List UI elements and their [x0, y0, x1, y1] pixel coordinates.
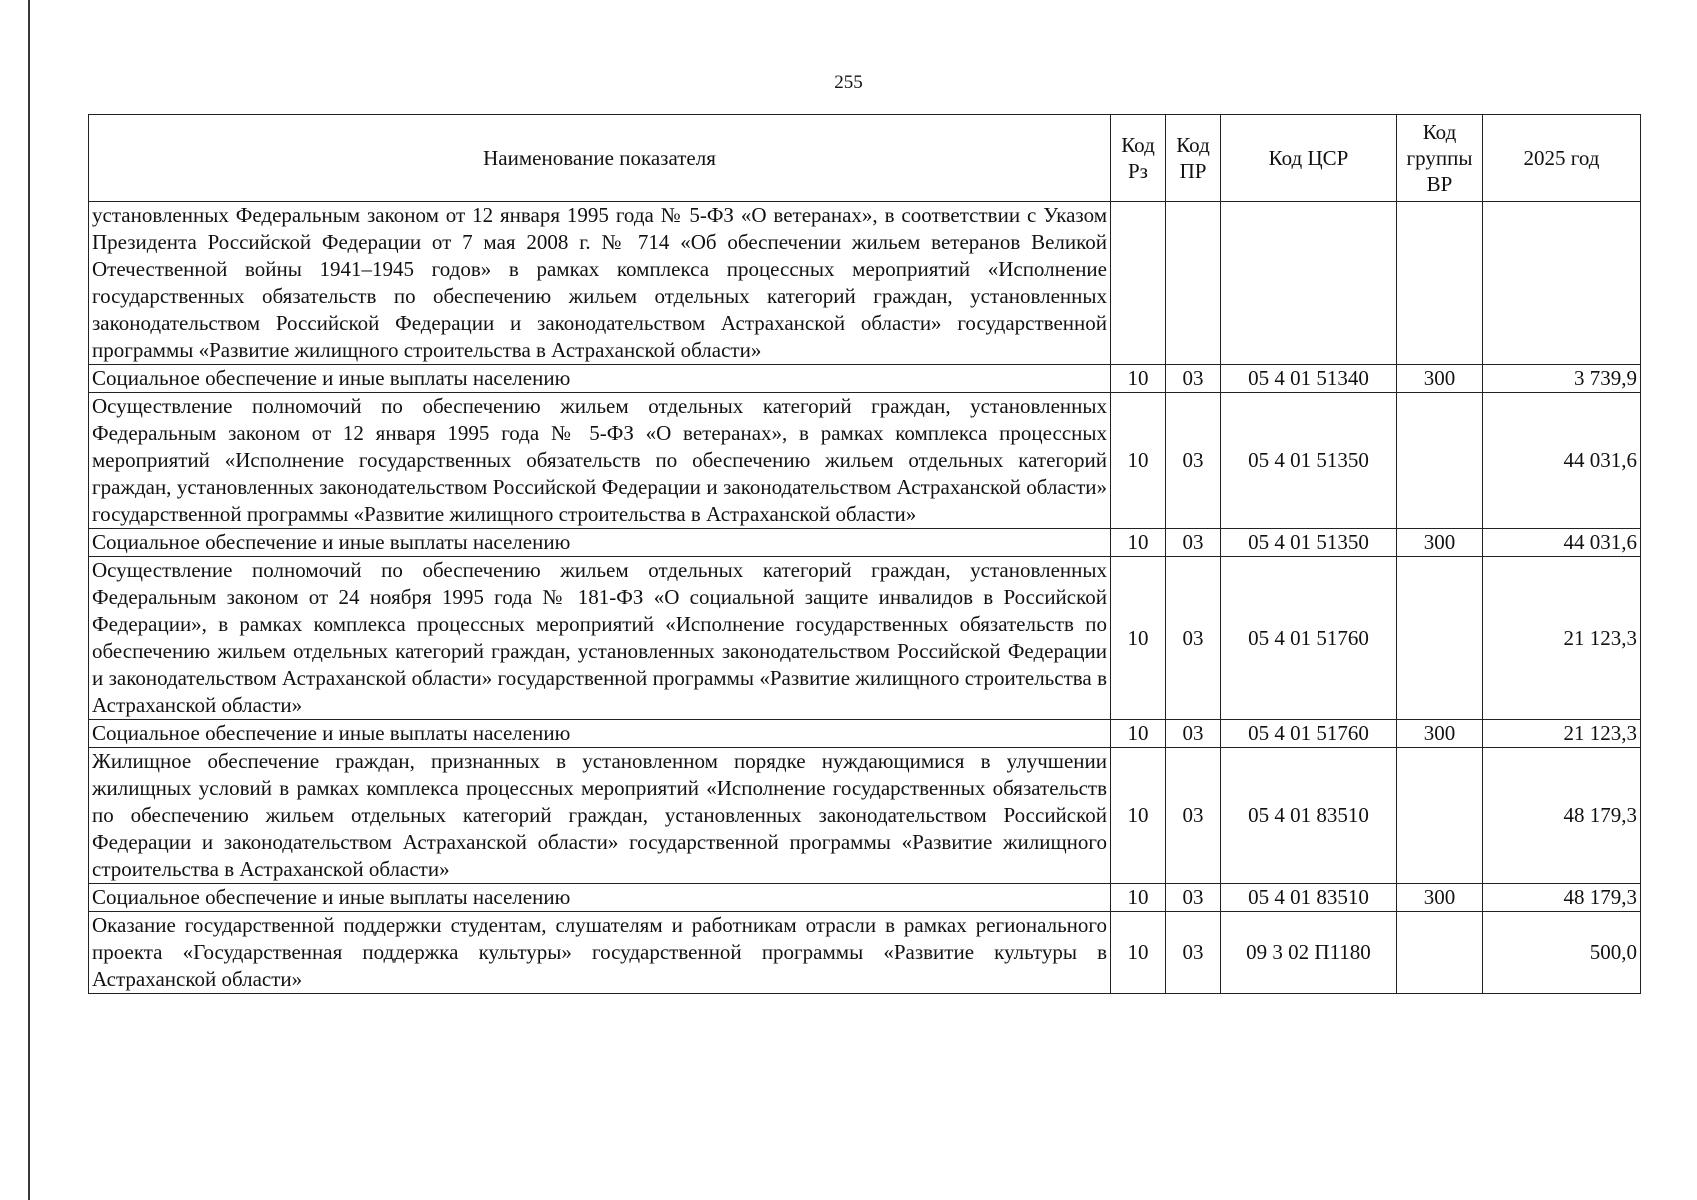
row-name: Осуществление полномочий по обеспечению жильем отдельных категорий граждан, установленных Федеральным законом от 24 ноября 1995 года № 181-ФЗ «О социальной защите инвалидов в Российской Федерации», в рамках комплекса процессных мероприятий «Исполнение государственных обязательств по обеспечению жильем отдельных категорий граждан, установленных законодательством Российской Федерации и законодательством Астраханской области» государственной программы «Развитие жилищного строительства в Астраханской области»: [89, 557, 1111, 720]
row-value: 21 123,3: [1483, 720, 1641, 748]
row-csr: 05 4 01 83510: [1221, 748, 1397, 884]
row-vr: 300: [1397, 529, 1483, 557]
row-csr: 05 4 01 51760: [1221, 720, 1397, 748]
header-pr: Код ПР: [1166, 115, 1221, 202]
row-name: Социальное обеспечение и иные выплаты населению: [89, 365, 1111, 393]
row-pr: 03: [1166, 884, 1221, 912]
table-row: [89, 365, 1641, 393]
row-vr: [1397, 557, 1483, 720]
row-pr: 03: [1166, 393, 1221, 529]
row-rz: [1111, 202, 1166, 365]
row-value: 3 739,9: [1483, 365, 1641, 393]
table-row: [89, 720, 1641, 748]
row-csr: 05 4 01 51340: [1221, 365, 1397, 393]
row-vr: [1397, 912, 1483, 994]
row-rz: 10: [1111, 393, 1166, 529]
header-rz: Код Рз: [1111, 115, 1166, 202]
row-rz: 10: [1111, 529, 1166, 557]
margin-rule: [28, 0, 30, 1200]
header-name: Наименование показателя: [89, 115, 1111, 202]
row-name: Социальное обеспечение и иные выплаты населению: [89, 720, 1111, 748]
budget-table: [88, 114, 1641, 994]
row-vr: 300: [1397, 884, 1483, 912]
row-name: Оказание государственной поддержки студентам, слушателям и работникам отрасли в рамках регионального проекта «Государственная поддержка культуры» государственной программы «Развитие культуры в Астраханской области»: [89, 912, 1111, 994]
row-csr: 05 4 01 83510: [1221, 884, 1397, 912]
row-value: 500,0: [1483, 912, 1641, 994]
row-vr: [1397, 393, 1483, 529]
row-name: Социальное обеспечение и иные выплаты населению: [89, 529, 1111, 557]
table-header-row: [89, 115, 1641, 202]
table-row: [89, 884, 1641, 912]
row-value: 44 031,6: [1483, 529, 1641, 557]
table-row: [89, 557, 1641, 720]
row-pr: 03: [1166, 912, 1221, 994]
row-name: Жилищное обеспечение граждан, признанных в установленном порядке нуждающимися в улучшении жилищных условий в рамках комплекса процессных мероприятий «Исполнение государственных обязательств по обеспечению жильем отдельных категорий граждан, установленных законодательством Российской Федерации и законодательством Астраханской области» государственной программы «Развитие жилищного строительства в Астраханской области»: [89, 748, 1111, 884]
row-rz: 10: [1111, 748, 1166, 884]
table-row: [89, 393, 1641, 529]
table-row: [89, 912, 1641, 994]
row-rz: 10: [1111, 912, 1166, 994]
row-rz: 10: [1111, 557, 1166, 720]
row-vr: [1397, 748, 1483, 884]
row-vr: 300: [1397, 365, 1483, 393]
row-vr: 300: [1397, 720, 1483, 748]
row-pr: 03: [1166, 529, 1221, 557]
row-pr: 03: [1166, 365, 1221, 393]
header-vr: Код группы ВР: [1397, 115, 1483, 202]
header-csr: Код ЦСР: [1221, 115, 1397, 202]
row-name: установленных Федеральным законом от 12 января 1995 года № 5-ФЗ «О ветеранах», в соответствии с Указом Президента Российской Федерации от 7 мая 2008 г. № 714 «Об обеспечении жильем ветеранов Великой Отечественной войны 1941–1945 годов» в рамках комплекса процессных мероприятий «Исполнение государственных обязательств по обеспечению жильем отдельных категорий граждан, установленных законодательством Российской Федерации и законодательством Астраханской области» государственной программы «Развитие жилищного строительства в Астраханской области»: [89, 202, 1111, 365]
row-csr: 05 4 01 51350: [1221, 529, 1397, 557]
row-value: 44 031,6: [1483, 393, 1641, 529]
row-pr: 03: [1166, 557, 1221, 720]
row-value: 48 179,3: [1483, 884, 1641, 912]
row-name: Социальное обеспечение и иные выплаты населению: [89, 884, 1111, 912]
row-rz: 10: [1111, 365, 1166, 393]
row-rz: 10: [1111, 720, 1166, 748]
table-row: [89, 529, 1641, 557]
table-row: [89, 202, 1641, 365]
row-value: [1483, 202, 1641, 365]
row-vr: [1397, 202, 1483, 365]
row-csr: 05 4 01 51350: [1221, 393, 1397, 529]
row-csr: [1221, 202, 1397, 365]
row-rz: 10: [1111, 884, 1166, 912]
row-value: 48 179,3: [1483, 748, 1641, 884]
header-year: 2025 год: [1483, 115, 1641, 202]
row-value: 21 123,3: [1483, 557, 1641, 720]
row-pr: 03: [1166, 720, 1221, 748]
row-pr: [1166, 202, 1221, 365]
page-number: 255: [834, 72, 863, 93]
row-pr: 03: [1166, 748, 1221, 884]
row-csr: 09 3 02 П1180: [1221, 912, 1397, 994]
table-row: [89, 748, 1641, 884]
row-csr: 05 4 01 51760: [1221, 557, 1397, 720]
row-name: Осуществление полномочий по обеспечению жильем отдельных категорий граждан, установленных Федеральным законом от 12 января 1995 года № 5-ФЗ «О ветеранах», в рамках комплекса процессных мероприятий «Исполнение государственных обязательств по обеспечению жильем отдельных категорий граждан, установленных законодательством Российской Федерации и законодательством Астраханской области» государственной программы «Развитие жилищного строительства в Астраханской области»: [89, 393, 1111, 529]
